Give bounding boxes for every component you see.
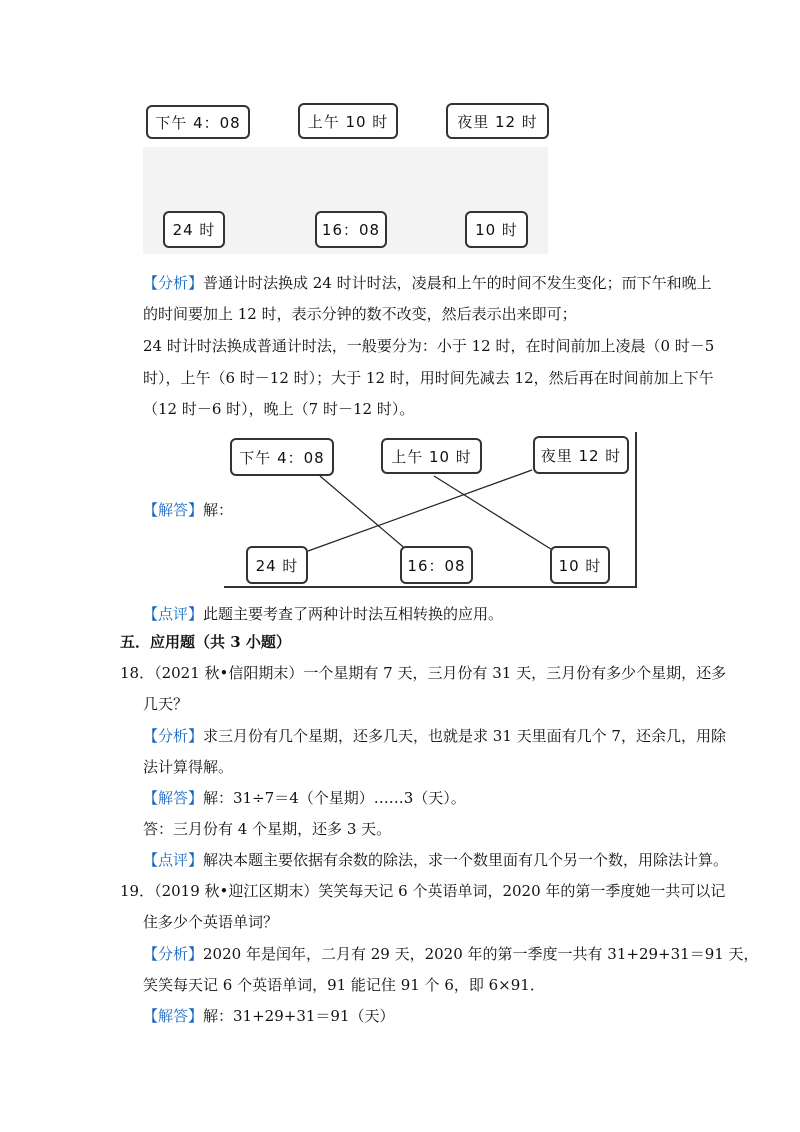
q19-analysis-line-2: 笑笑每天记 6 个英语单词，91 能记住 91 个 6，即 6×91． [143,976,545,994]
answer-box-10: 10 时 [550,546,610,584]
q19-line-2: 住多少个英语单词？ [143,913,279,931]
q18-comment-tag: 【点评】 [143,851,204,869]
answer-box-24: 24 时 [246,546,308,584]
analysis-line-5: （12 时－6 时），晚上（7 时－12 时）。 [143,400,415,418]
analysis-tag: 【分析】 [143,274,204,292]
q19-analysis-tag: 【分析】 [143,945,204,963]
q18-answer-line: 【解答】解：31÷7＝4（个星期）……3（天）。 [143,789,466,807]
q18-comment-line: 【点评】解决本题主要依据有余数的除法，求一个数里面有几个另一个数，用除法计算。 [143,851,729,869]
q19-analysis-line-1: 【分析】2020 年是闰年，二月有 29 天，2020 年的第一季度一共有 31+29+31＝91 天， [143,945,759,963]
figure-frame-right [635,432,637,588]
q18-answer-tag: 【解答】 [143,789,204,807]
time-box-10: 10 时 [465,211,528,248]
answer-tag: 【解答】 [143,501,204,519]
q18-line-1: 18．（2021 秋•信阳期末）一个星期有 7 天，三月份有 31 天，三月份有多少个星期，还多 [120,664,727,682]
time-box-16-08: 16：08 [315,211,387,248]
section-title: 五．应用题（共 3 小题） [120,633,291,651]
answer-box-night-12: 夜里 12 时 [533,436,629,474]
time-box-pm-4-08: 下午 4：08 [146,105,250,139]
q18-analysis-line-1: 【分析】求三月份有几个星期，还多几天，也就是求 31 天里面有几个 7，还余几，用除 [143,727,726,745]
time-box-24: 24 时 [163,211,225,248]
answer-box-pm-4-08: 下午 4：08 [230,438,334,476]
time-box-night-12: 夜里 12 时 [446,103,549,139]
q18-final-answer: 答：三月份有 4 个星期，还多 3 天。 [143,820,392,838]
analysis-line-1: 【分析】普通计时法换成 24 时计时法，凌晨和上午的时间不发生变化；而下午和晚上 [143,274,712,292]
analysis-line-3: 24 时计时法换成普通计时法，一般要分为：小于 12 时，在时间前加上凌晨（0 时－5 [143,337,715,355]
answer-box-am-10: 上午 10 时 [381,438,482,474]
q18-line-2: 几天？ [143,695,189,713]
analysis-line-4: 时），上午（6 时－12 时）；大于 12 时，用时间先减去 12，然后再在时间前加上下午 [143,369,714,387]
line-night12-to-24 [308,470,532,551]
matching-figure-question [143,92,548,254]
q19-line-1: 19．（2019 秋•迎江区期末）笑笑每天记 6 个英语单词，2020 年的第一季度她一共可以记 [120,882,726,900]
comment-tag: 【点评】 [143,605,204,623]
time-box-am-10: 上午 10 时 [298,103,398,139]
line-pm408-to-1608 [320,476,408,551]
figure-frame-bottom [224,586,637,588]
answer-box-16-08: 16：08 [400,546,473,584]
q18-number: 18． [120,664,155,682]
q18-analysis-line-2: 法计算得解。 [143,758,234,776]
matching-figure-answer [224,432,637,588]
q19-number: 19． [120,882,155,900]
comment-line: 【点评】此题主要考查了两种计时法互相转换的应用。 [143,605,504,623]
q19-answer-tag: 【解答】 [143,1007,204,1025]
q19-answer-line: 【解答】解：31+29+31＝91（天） [143,1007,395,1025]
q18-analysis-tag: 【分析】 [143,727,204,745]
line-am10-to-10 [434,476,554,551]
answer-line: 【解答】解： [143,501,234,519]
analysis-line-2: 的时间要加上 12 时，表示分钟的数不改变，然后表示出来即可； [143,305,577,323]
